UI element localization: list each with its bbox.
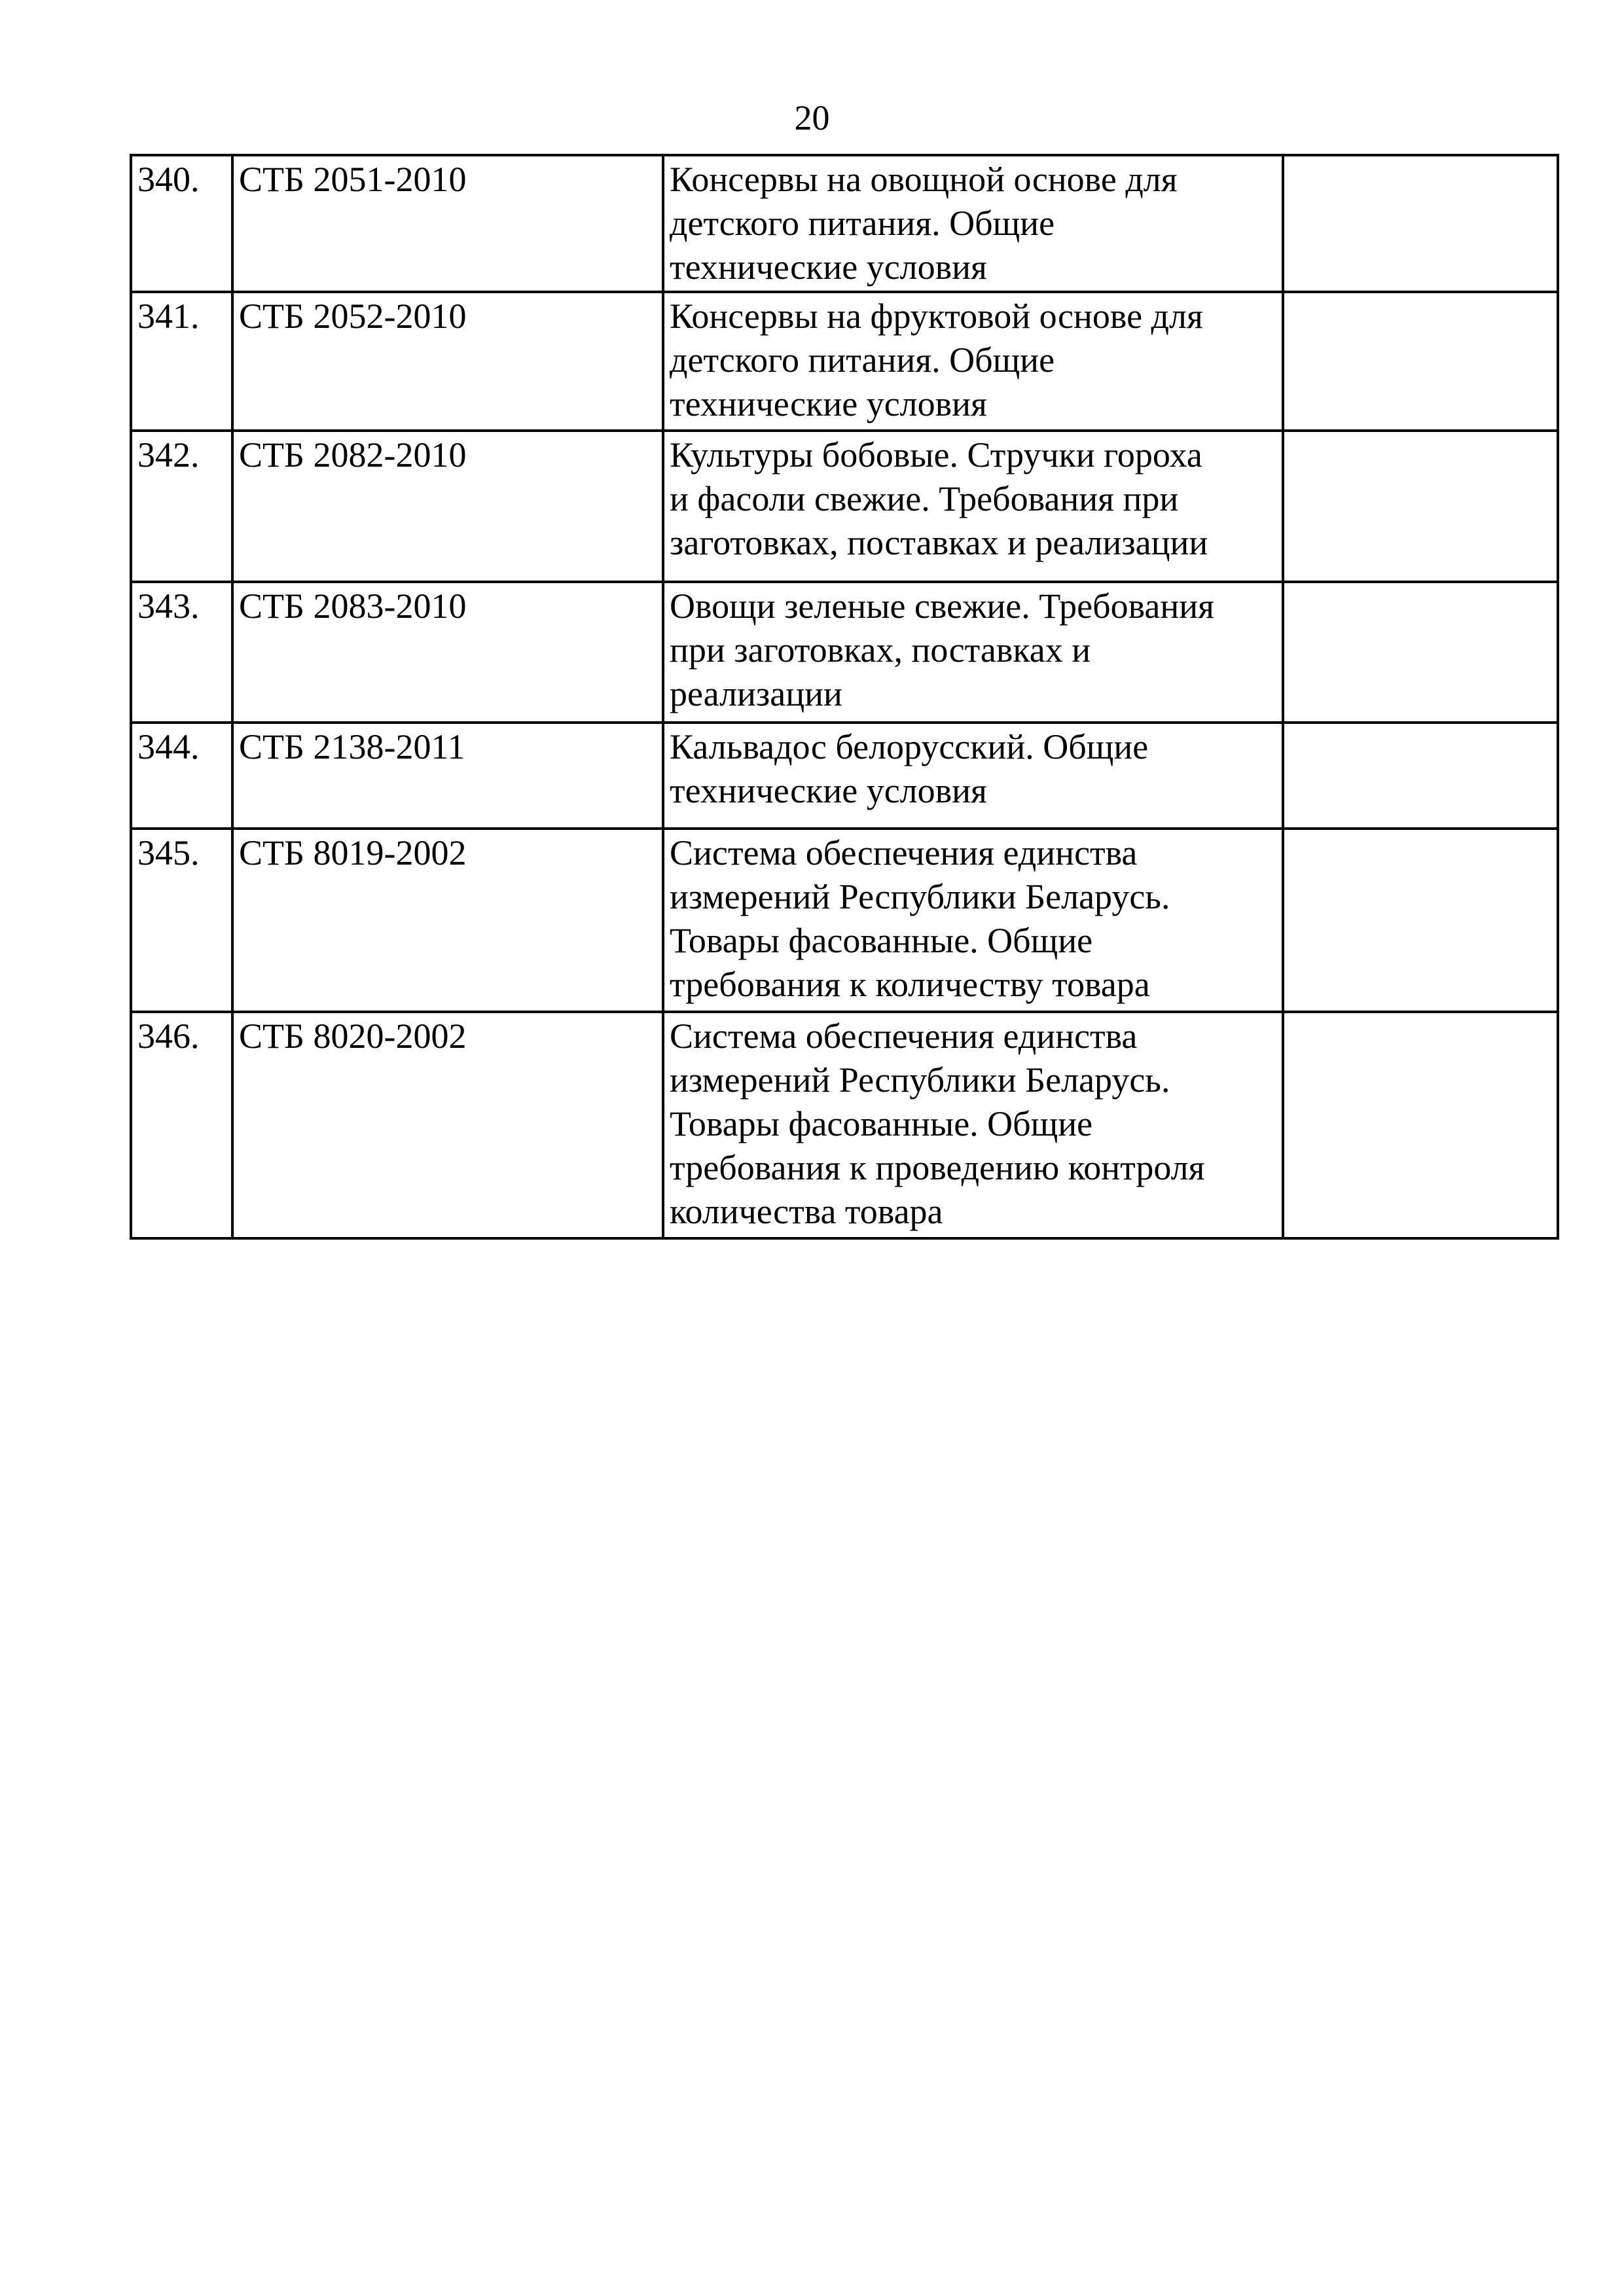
extra-cell [1283, 155, 1558, 292]
standard-code: СТБ 2051-2010 [232, 155, 663, 292]
standard-title: Овощи зеленые свежие. Требования при заготовках, поставках и реализации [663, 582, 1283, 723]
row-number: 340. [131, 155, 232, 292]
table-row [131, 1012, 1558, 1238]
standard-code: СТБ 2082-2010 [232, 431, 663, 582]
table-row [131, 155, 1558, 292]
standard-code: СТБ 2052-2010 [232, 292, 663, 431]
standards-table [130, 154, 1559, 1240]
extra-cell [1283, 723, 1558, 829]
standard-title: Система обеспечения единства измерений Республики Беларусь. Товары фасованные. Общие требования к проведению контроля количества товара [663, 1012, 1283, 1238]
row-number: 342. [131, 431, 232, 582]
table-row [131, 829, 1558, 1012]
standard-code: СТБ 8020-2002 [232, 1012, 663, 1238]
standard-code: СТБ 8019-2002 [232, 829, 663, 1012]
table-row [131, 431, 1558, 582]
standard-title: Консервы на овощной основе для детского питания. Общие технические условия [663, 155, 1283, 292]
standard-title: Кальвадос белорусский. Общие технические условия [663, 723, 1283, 829]
row-number: 341. [131, 292, 232, 431]
standard-title: Система обеспечения единства измерений Республики Беларусь. Товары фасованные. Общие требования к количеству товара [663, 829, 1283, 1012]
standard-title: Консервы на фруктовой основе для детского питания. Общие технические условия [663, 292, 1283, 431]
row-number: 343. [131, 582, 232, 723]
row-number: 345. [131, 829, 232, 1012]
standard-code: СТБ 2083-2010 [232, 582, 663, 723]
standard-code: СТБ 2138-2011 [232, 723, 663, 829]
extra-cell [1283, 431, 1558, 582]
extra-cell [1283, 829, 1558, 1012]
table-row [131, 723, 1558, 829]
row-number: 344. [131, 723, 232, 829]
standard-title: Культуры бобовые. Стручки гороха и фасоли свежие. Требования при заготовках, поставках и реализации [663, 431, 1283, 582]
extra-cell [1283, 582, 1558, 723]
page-number: 20 [794, 98, 830, 137]
row-number: 346. [131, 1012, 232, 1238]
table-row [131, 582, 1558, 723]
extra-cell [1283, 292, 1558, 431]
extra-cell [1283, 1012, 1558, 1238]
table-row [131, 292, 1558, 431]
